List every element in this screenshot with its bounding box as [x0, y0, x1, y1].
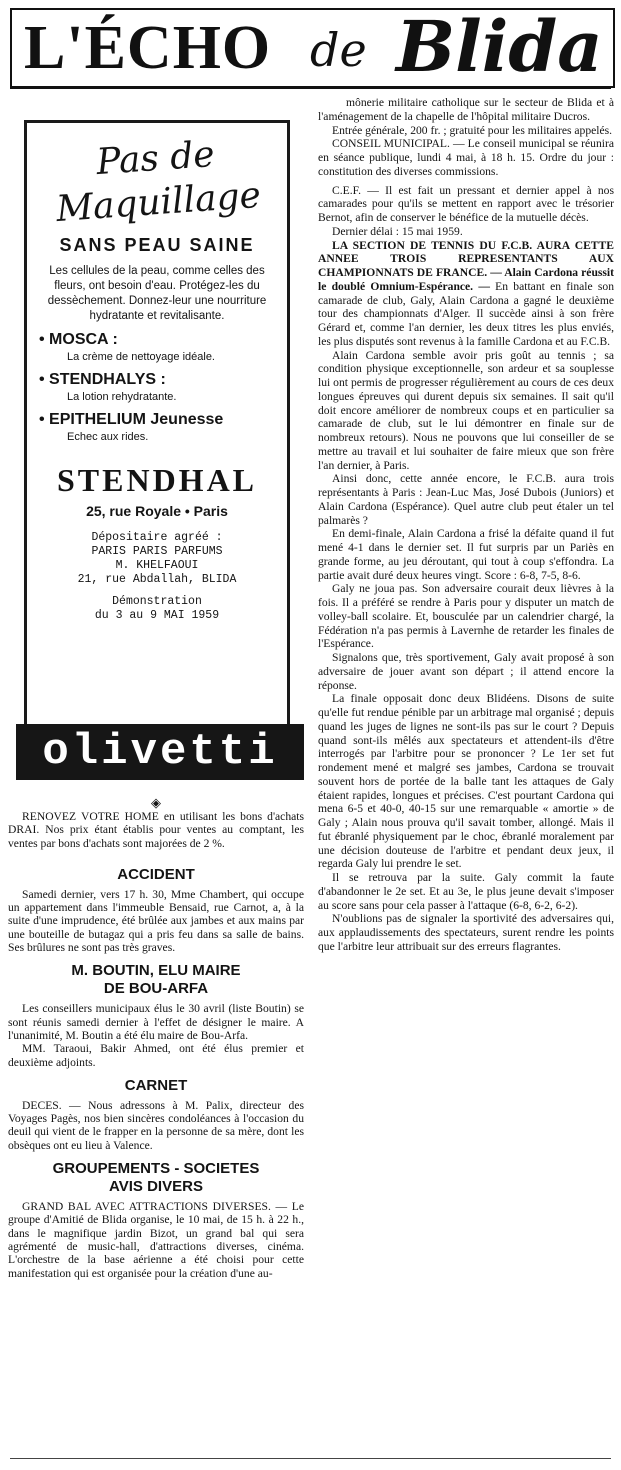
ad-body-text: Les cellules de la peau, comme celles des fleurs, ont besoin d'eau. Protégez-les du dessèchement. Donnez-leur une nourriture hydratante et revitalisante.: [47, 265, 267, 322]
masthead-rule: [10, 86, 611, 89]
carnet-text: DECES. — Nous adressons à M. Palix, directeur des Voyages Pagès, nos bien sincères condoléances à l'occasion du deuil qui vient de le frapper en la personne de sa mère, dont les obsèques ont eu lieu à Valence.: [8, 1098, 304, 1152]
grand-bal-text: GRAND BAL AVEC ATTRACTIONS DIVERSES. — Le groupe d'Amitié de Blida organise, le 10 mai, de 15 h. à 22 h., dans le magnifique jardin Bizot, un grand bal qui sera agrémenté de music-hall, d'attractions diverses, cinéma. L'orchestre de la base aérienne a été choisi pour cette manifestation qui est organisée pour la création d'une au-: [8, 1200, 304, 1280]
boutin-text: Les conseillers municipaux élus le 30 avril (liste Boutin) se sont réunis samedi dernier à l'effet de désigner le maire. A l'unanimité, M. Boutin a été élu maire de Bou-Arfa.: [8, 1002, 304, 1042]
ad-dealer-line: PARIS PARIS PARFUMS: [91, 545, 223, 558]
ad-dealer-line: M. KHELFAOUI: [115, 559, 199, 572]
ad-brand: STENDHAL: [56, 462, 258, 498]
boutin-heading-line1: M. BOUTIN, ELU MAIRE: [71, 962, 241, 980]
bottom-rule: [10, 1458, 611, 1459]
left-column: [8, 96, 304, 1456]
boutin-text-adjoints: MM. Taraoui, Bakir Ahmed, ont été élus premier et deuxième adjoints.: [8, 1042, 304, 1069]
masthead-de: de: [310, 23, 367, 77]
ad-product-epithelium-desc: Echec aux rides.: [67, 431, 149, 443]
ad-product-epithelium: • EPITHELIUM Jeunesse: [39, 411, 224, 428]
entree-text: Entrée générale, 200 fr. ; gratuité pour les militaires appelés.: [332, 123, 613, 137]
tennis-para: Il se retrouva par la suite. Galy commit la faute d'abandonner le 2e set. Et au 3e, le plus jeune devait s'imposer au score sans pour cela passer à l'attaque (6-8, 6-2, 6-2).: [318, 871, 614, 912]
tennis-para: Ainsi donc, cette année encore, le F.C.B. aura trois représentants à Paris : Jean-Luc Mas, José Dubois (Juniors) et Alain Cardona (Espérance). Quel autre club peut étaler un tel palmarès ?: [318, 472, 614, 527]
ad-dealer: [27, 531, 287, 587]
tennis-para: Signalons que, très sportivement, Galy avait proposé à son adversaire de jouer avant son départ ; il attend encore la réponse.: [318, 651, 614, 692]
left-articles: [8, 796, 304, 1280]
ad-product-mosca-desc: La crème de nettoyage idéale.: [67, 351, 215, 363]
ad-dealer-line: Dépositaire agréé :: [91, 531, 223, 544]
ad-dealer-line: 21, rue Abdallah, BLIDA: [77, 573, 237, 586]
tennis-para: N'oublions pas de signaler la sportivité des adversaires qui, aux applaudissements des spectateurs, surent rendre les points que l'arbitre leur attribuait sur des erreurs flagrantes.: [318, 912, 614, 953]
ad-demo: [27, 595, 287, 623]
tennis-para: Galy ne joua pas. Son adversaire courait deux lièvres à la fois. Il a préféré se rendre à Paris pour y disputer un match de volley-ball scolaire. Et, bousculée par un calendrier chargé, la Fédération n'a pas permis à Lavernhe de retarder les finales de l'Espérance.: [318, 582, 614, 651]
right-column: [318, 96, 614, 1456]
cef-text: C.E.F. — Il est fait un pressant et dernier appel à nos camarades pour qu'ils se mettent en rapport avec le trésorier Bernot, afin de conserver le bénéfice de la mutuelle décès.: [318, 183, 614, 224]
olivetti-logo: olivetti: [16, 724, 304, 780]
ad-product-stendhalys: • STENDHALYS :: [39, 371, 166, 388]
accident-heading: ACCIDENT: [117, 865, 195, 883]
renovez-notice: RENOVEZ VOTRE HOME en utilisant les bons d'achats DRAI. Nos prix étant établis pour ventes au comptant, les ventes par bons d'achats sont majorées de 2 %.: [8, 810, 304, 850]
tennis-para: Alain Cardona semble avoir pris goût au tennis ; sa condition physique exceptionnelle, son ardeur et sa souplesse lui ont permis de progresser régulièrement au cours de ces deux longues épreuves qui durent depuis six semaines. Il sait qu'il doit encore améliorer de nombreux coups et en particulier sa camarade de club, sut le lui démontrer en finale sur de nombreux retours). Nous ne pouvons que lui conseiller de se mettre au travail et lui souhaiter de faire mieux que son frère l'an dernier, à Paris.: [318, 348, 614, 472]
aumonerie-text: mônerie militaire catholique sur le secteur de Blida et à l'aménagement de la chapelle de l'hôpital militaire Ducros.: [318, 96, 614, 123]
tennis-para: La finale opposait donc deux Blidéens. Disons de suite qu'elle fut rendue pénible par un arbitrage mal organisé ; depuis quand les juges de lignes ne sont-ils pas sur le court ? Depuis quand sont-ils mêlés aux spectateurs et attendent-ils d'être interrogés par l'arbitre pour se prononcer ? Le 1er set fut rondement mené et malgré ses jambes, Cardona se trouvait souvent hors de portée de la balle tant les attaques de Galy étaient rapides, longues et précises. C'est pourtant Cardona qui mena 6-5 et 40-0, 40-15 sur une remarquable « amortie » de Galy ; Alain nous prouva qu'il savait tomber, allongé. Mais il fut ébranlé physiquement par le choc, ébranlé moralement par une décision douteuse de l'arbitre et pendant deux jeux, il regarda Galy lui prendre le set.: [318, 692, 614, 871]
masthead-blida: Blida: [396, 8, 603, 88]
masthead-echo: L'ÉCHO: [24, 14, 272, 82]
ad-demo-line: Démonstration: [112, 595, 202, 608]
tennis-article: [318, 239, 614, 349]
conseil-municipal-text: CONSEIL MUNICIPAL. — Le conseil municipal se réunira en séance publique, lundi 4 mai, à 18 h. 15. Ordre du jour : constitution des diverses commissions.: [318, 137, 614, 178]
tennis-lead: En battant en finale son camarade de club, Galy, Alain Cardona a gagné le deuxième tour des championnats d'Alger. Il succède ainsi à son frère Gérard et, comme l'an dernier, les deux titres les plus enviés, les plus disputés sont revenus à la famille Cardona et au F.C.B.: [318, 279, 614, 348]
carnet-heading: CARNET: [124, 1076, 188, 1094]
ad-address: 25, rue Royale • Paris: [86, 503, 228, 519]
ad-demo-line: du 3 au 9 MAI 1959: [94, 609, 220, 622]
diamond-separator-icon: ◈: [151, 795, 161, 810]
groupements-heading-line1: GROUPEMENTS - SOCIETES: [52, 1160, 260, 1178]
groupements-heading-line2: AVIS DIVERS: [109, 1178, 203, 1196]
boutin-heading-line2: DE BOU-ARFA: [103, 980, 209, 998]
ad-script-title: Pas de Maquillage: [54, 133, 263, 231]
masthead: [10, 8, 615, 88]
accident-text: Samedi dernier, vers 17 h. 30, Mme Chambert, qui occupe un appartement dans l'immeuble Bensaid, rue Carnot, a, à la suite d'une imprudence, été brûlée aux jambes et aux mains par une bouteille de butagaz qui a pris feu dans sa salle de bains. Ses brûlures ne sont pas très graves.: [8, 887, 304, 955]
tennis-para: En demi-finale, Alain Cardona a frisé la défaite quand il fut mené 4-1 dans le dernier set. Il fut surpris par un Pariès en grande forme, au jeu déroutant, qui tout à coup s'effondra. La partie avait duré deux heures vingt. Score : 6-8, 7-5, 8-6.: [318, 527, 614, 582]
ad-product-mosca: • MOSCA :: [39, 331, 118, 348]
ad-subtitle: SANS PEAU SAINE: [59, 235, 255, 255]
stendhal-advertisement: [24, 120, 290, 754]
ad-product-stendhalys-desc: La lotion rehydratante.: [67, 391, 177, 403]
cef-deadline: Dernier délai : 15 mai 1959.: [332, 224, 463, 238]
tennis-headline: LA SECTION DE TENNIS DU F.C.B. AURA CETTE ANNEE TROIS REPRESENTANTS AUX CHAMPIONNATS DE FRANCE. — Alain Cardona réussit le doublé Omnium-Espérance. —: [318, 238, 614, 293]
